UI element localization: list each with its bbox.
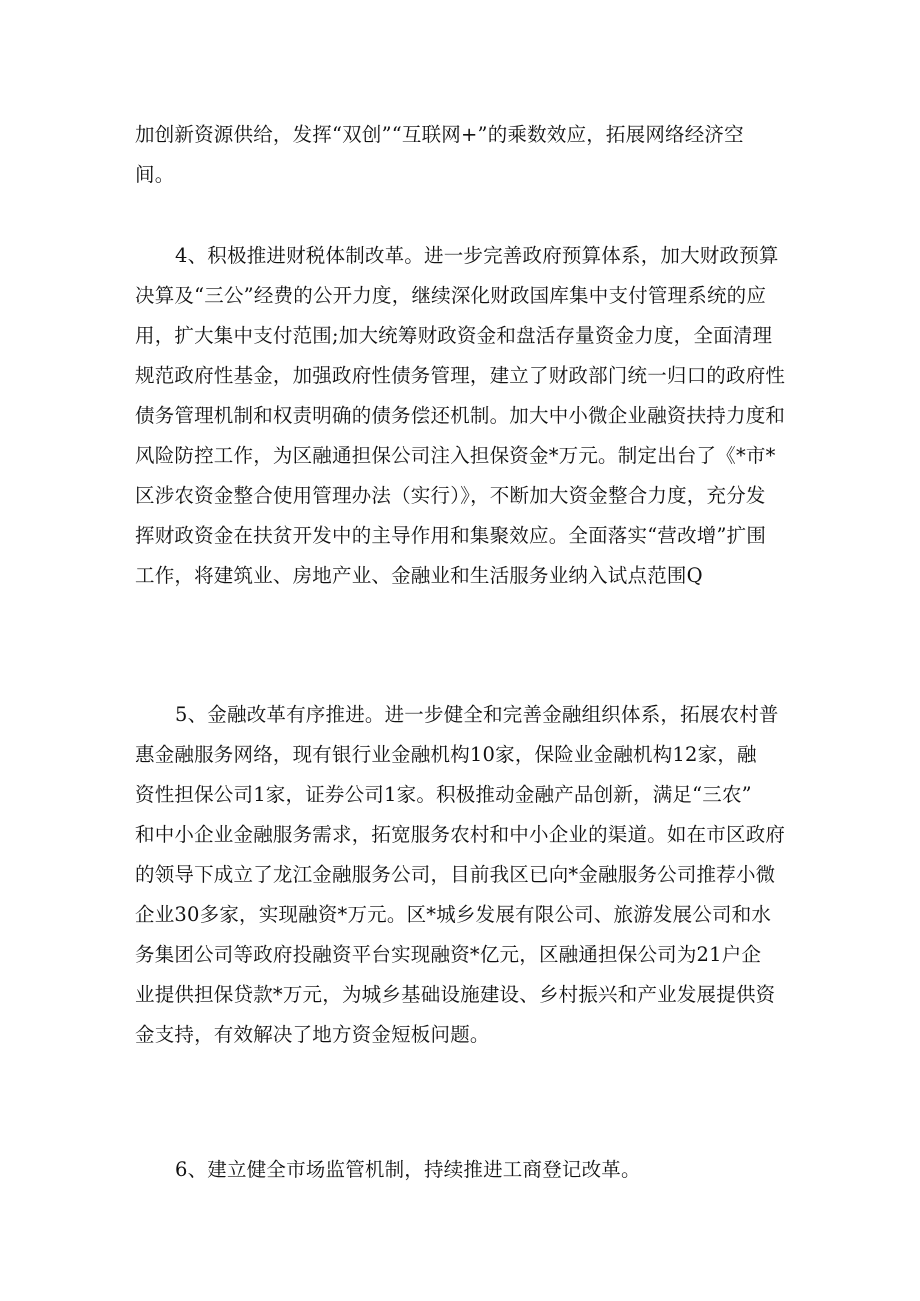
- paragraph-line: 风险防控工作，为区融通担保公司注入担保资金*万元。制定出台了《*市*: [135, 444, 776, 467]
- paragraph-line: 间。: [135, 163, 175, 186]
- paragraph-line: 的领导下成立了龙江金融服务公司，目前我区已向*金融服务公司推荐小微: [135, 863, 776, 886]
- paragraph-line: 5、金融改革有序推进。进一步健全和完善金融组织体系，拓展农村普: [175, 703, 779, 726]
- paragraph-line: 资性担保公司1家，证券公司1家。积极推动金融产品创新，满足“三农”: [135, 783, 752, 806]
- paragraph-line: 4、积极推进财税体制改革。进一步完善政府预算体系，加大财政预算: [175, 244, 779, 267]
- paragraph-line: 惠金融服务网络，现有银行业金融机构10家，保险业金融机构12家，融: [135, 743, 757, 766]
- paragraph-line: 和中小企业金融服务需求，拓宽服务农村和中小企业的渠道。如在市区政府: [135, 823, 786, 846]
- paragraph-line: 6、建立健全市场监管机制，持续推进工商登记改革。: [175, 1158, 641, 1181]
- paragraph-line: 债务管理机制和权责明确的债务偿还机制。加大中小微企业融资扶持力度和: [135, 404, 786, 427]
- paragraph-line: 区涉农资金整合使用管理办法（实行）》，不断加大资金整合力度，充分发: [135, 484, 766, 507]
- paragraph-line: 企业30多家，实现融资*万元。区*城乡发展有限公司、旅游发展公司和水: [135, 903, 772, 926]
- paragraph-line: 金支持，有效解决了地方资金短板问题。: [135, 1023, 490, 1046]
- paragraph-line: 工作，将建筑业、房地产业、金融业和生活服务业纳入试点范围Q: [135, 564, 703, 587]
- paragraph-line: 加创新资源供给，发挥“双创”“互联网+”的乘数效应，拓展网络经济空: [135, 123, 744, 146]
- paragraph-finance-reform: [135, 695, 795, 1055]
- paragraph-line: 业提供担保贷款*万元，为城乡基础设施建设、乡村振兴和产业发展提供资: [135, 983, 776, 1006]
- paragraph-line: 决算及“三公”经费的公开力度，继续深化财政国库集中支付管理系统的应: [135, 284, 767, 307]
- paragraph-continuation: [135, 115, 795, 195]
- paragraph-line: 挥财政资金在扶贫开发中的主导作用和集聚效应。全面落实“营改增”扩围: [135, 524, 767, 547]
- paragraph-fiscal-reform: [135, 236, 795, 596]
- paragraph-line: 用，扩大集中支付范围;加大统筹财政资金和盘活存量资金力度，全面清理: [135, 324, 773, 347]
- paragraph-line: 规范政府性基金，加强政府性债务管理，建立了财政部门统一归口的政府性: [135, 364, 786, 387]
- paragraph-line: 务集团公司等政府投融资平台实现融资*亿元，区融通担保公司为21户企: [135, 943, 762, 966]
- paragraph-market-supervision: [135, 1150, 795, 1190]
